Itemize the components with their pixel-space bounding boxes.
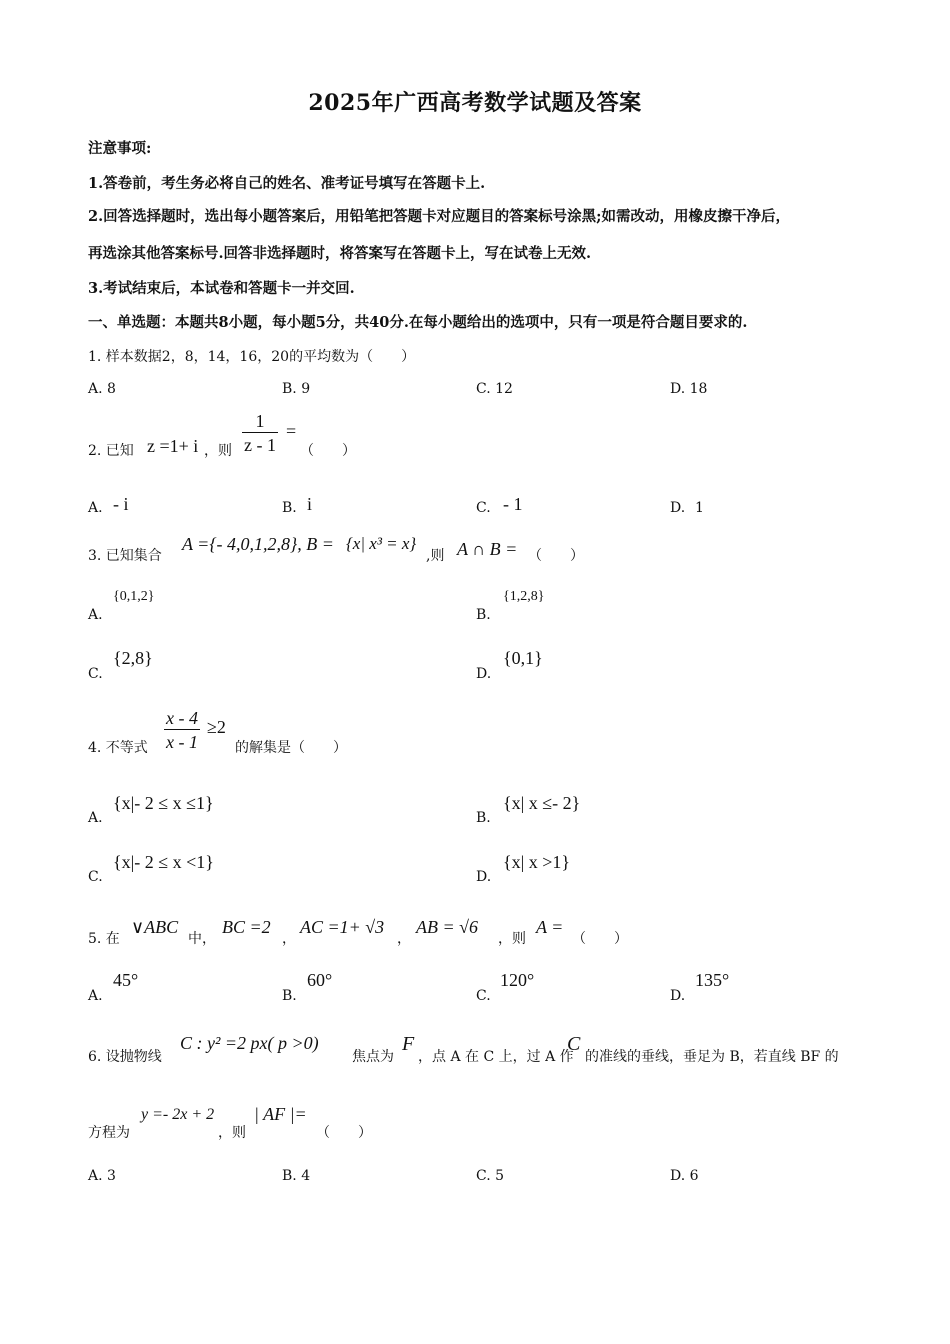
- q6-curve-c: C: [567, 1033, 581, 1055]
- q2-value-a: - i: [113, 494, 129, 514]
- page-title: 2025年广西高考数学试题及答案: [308, 90, 642, 116]
- q5-value-c: 120°: [500, 970, 535, 990]
- q6-tail: 的准线的垂线，垂足为 B，若直线 BF 的: [585, 1049, 839, 1065]
- q3-label-d: D.: [476, 666, 492, 682]
- q3-prefix: 3. 已知集合: [88, 548, 162, 564]
- q3-paren: （ ）: [528, 548, 584, 564]
- q2-numerator: 1: [255, 411, 265, 431]
- section-heading: 一、单选题：本题共8小题，每小题5分，共40分.在每小题给出的选项中，只有一项是符合题目要求的.: [88, 314, 748, 331]
- q2-then: ，则: [204, 443, 232, 459]
- q1-option-d: D. 18: [670, 381, 708, 397]
- q3-label-b: B.: [476, 607, 491, 623]
- q3-label-c: C.: [88, 666, 103, 682]
- q4-value-b: {x| x ≤- 2}: [503, 793, 581, 813]
- q6-then: ，则: [218, 1125, 246, 1141]
- notice-item-1: 1.答卷前，考生务必将自己的姓名、准考证号填写在答题卡上.: [88, 175, 486, 192]
- q4-fraction: [164, 707, 200, 754]
- q2-denominator: z - 1: [242, 432, 278, 457]
- q5-bc: BC =2: [222, 917, 271, 937]
- q4-prefix: 4. 不等式: [88, 740, 148, 756]
- q6-option-d: D. 6: [670, 1168, 699, 1184]
- q2-value-d: 1: [695, 500, 704, 516]
- q4-value-c: {x|- 2 ≤ x <1}: [113, 852, 214, 872]
- q1-option-b: B. 9: [282, 381, 311, 397]
- q2-value-b: i: [307, 494, 313, 514]
- q4-label-c: C.: [88, 869, 103, 885]
- q5-prefix: 5. 在: [88, 931, 120, 947]
- q4-suffix: 的解集是（ ）: [235, 740, 347, 756]
- q3-value-b: {1,2,8}: [503, 589, 545, 604]
- q4-value-a: {x|- 2 ≤ x ≤1}: [113, 793, 214, 813]
- q5-value-a: 45°: [113, 970, 139, 990]
- q5-zhong: 中，: [188, 931, 216, 947]
- q1-option-a: A. 8: [88, 381, 116, 397]
- q1-stem: 1. 样本数据2，8，14，16，20的平均数为（ ）: [88, 349, 416, 365]
- q3-value-a: {0,1,2}: [113, 589, 155, 604]
- q5-label-c: C.: [476, 988, 491, 1004]
- q4-denominator: x - 1: [164, 729, 200, 754]
- q5-value-b: 60°: [307, 970, 333, 990]
- q2-condition: z =1+ i: [147, 436, 199, 456]
- q1-option-c: C. 12: [476, 381, 513, 397]
- q2-paren: （ ）: [300, 443, 356, 459]
- q5-label-d: D.: [670, 988, 686, 1004]
- notice-heading: 注意事项:: [88, 140, 152, 157]
- q6-option-b: B. 4: [282, 1168, 311, 1184]
- q5-label-b: B.: [282, 988, 297, 1004]
- q2-label-d: D.: [670, 500, 686, 516]
- q3-value-d: {0,1}: [503, 648, 543, 668]
- q5-ab: AB = √6: [416, 917, 479, 937]
- q6-option-c: C. 5: [476, 1168, 505, 1184]
- q5-a-equals: A =: [536, 917, 564, 937]
- q4-value-d: {x| x >1}: [503, 852, 571, 872]
- q6-focus-f: F: [402, 1033, 415, 1055]
- q2-value-c: - 1: [503, 494, 523, 514]
- q6-point-a: ，点 A 在 C 上，过 A 作: [418, 1049, 574, 1065]
- q4-label-a: A.: [88, 810, 103, 826]
- q3-intersection: A ∩ B =: [457, 539, 518, 559]
- q2-label-a: A.: [88, 500, 103, 516]
- q5-ac: AC =1+ √3: [300, 917, 385, 937]
- q5-triangle: ∨ABC: [131, 917, 179, 937]
- q4-label-d: D.: [476, 869, 492, 885]
- notice-item-2: 2.回答选择题时，选出每小题答案后，用铅笔把答题卡对应题目的答案标号涂黑;如需改动，用橡皮擦干净后，: [88, 208, 790, 225]
- q2-fraction: [242, 410, 278, 457]
- q2-label-c: C.: [476, 500, 491, 516]
- q6-af: | AF |=: [254, 1104, 307, 1124]
- q5-comma-2: ，: [397, 931, 411, 947]
- q6-focus-text: 焦点为: [352, 1049, 394, 1065]
- q2-label-b: B.: [282, 500, 297, 516]
- q5-label-a: A.: [88, 988, 103, 1004]
- q6-prefix: 6. 设抛物线: [88, 1049, 162, 1065]
- q6-option-a: A. 3: [88, 1168, 116, 1184]
- q4-ge: ≥2: [207, 717, 226, 737]
- q5-value-d: 135°: [695, 970, 730, 990]
- q4-label-b: B.: [476, 810, 491, 826]
- q3-value-c: {2,8}: [113, 648, 153, 668]
- q5-comma-1: ，: [282, 931, 296, 947]
- q2-equals: =: [286, 421, 297, 441]
- q4-numerator: x - 4: [166, 708, 198, 728]
- q3-set-b: {x| x³ = x}: [346, 534, 417, 553]
- q6-curve: C : y² =2 px( p >0): [180, 1033, 319, 1053]
- q3-label-a: A.: [88, 607, 103, 623]
- q3-then: ,则: [426, 548, 445, 564]
- q6-line-equation: y =- 2x + 2: [141, 1106, 215, 1123]
- notice-item-3: 3.考试结束后，本试卷和答题卡一并交回.: [88, 280, 355, 297]
- notice-item-2-cont: 再选涂其他答案标号.回答非选择题时，将答案写在答题卡上，写在试卷上无效.: [88, 245, 592, 262]
- q3-sets: A ={- 4,0,1,2,8}, B =: [182, 534, 334, 554]
- q2-prefix: 2. 已知: [88, 443, 134, 459]
- q6-line2-prefix: 方程为: [88, 1125, 130, 1141]
- q5-paren: （ ）: [572, 931, 628, 947]
- q5-then: ，则: [498, 931, 526, 947]
- q6-paren: （ ）: [316, 1125, 372, 1141]
